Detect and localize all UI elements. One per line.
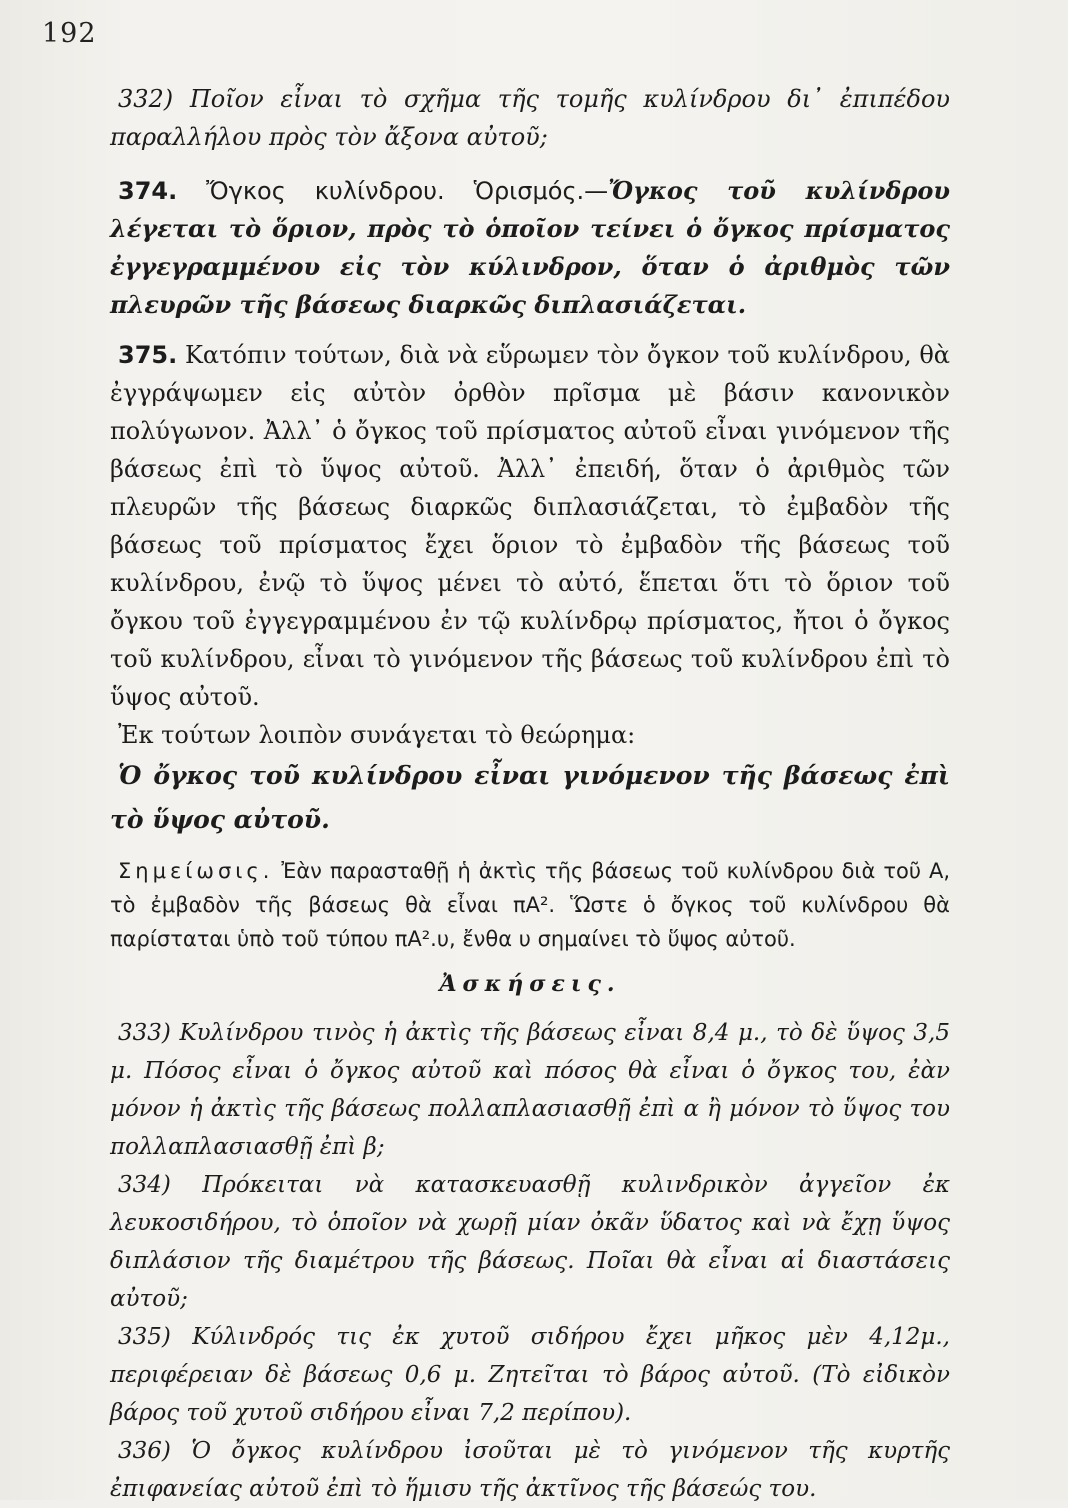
page-content [110,80,950,1508]
note-label: Σημείωσις. [118,859,274,883]
exercise-332: 332) Ποῖον εἶναι τὸ σχῆμα τῆς τομῆς κυλίνδρου δι᾽ ἐπιπέδου παραλλήλου πρὸς τὸν ἄξονα αὐτοῦ; [110,85,950,151]
note-paragraph [110,854,950,956]
section-374-number: 374. [118,177,178,205]
page-number: 192 [42,18,97,49]
theorem-statement: Ὁ ὄγκος τοῦ κυλίνδρου εἶναι γινόμενον τῆς βάσεως ἐπὶ τὸ ὕψος αὐτοῦ. [110,761,950,834]
exercise-334: 334) Πρόκειται νὰ κατασκευασθῇ κυλινδρικὸν ἀγγεῖον ἐκ λευκοσιδήρου, τὸ ὁποῖον νὰ χωρῇ μίαν ὀκᾶν ὕδατος καὶ νὰ ἔχῃ ὕψος διπλάσιον τῆς διαμέτρου τῆς βάσεως. Ποῖαι θὰ εἶναι αἱ διαστάσεις αὐτοῦ; [110,1172,950,1312]
section-374-definition: Ὄγκος τοῦ κυλίνδρου λέγεται τὸ ὅριον, πρὸς τὸ ὁποῖον τείνει ὁ ὄγκος πρίσματος ἐγγεγραμμένου εἰς τὸν κύλινδρον, ὅταν ὁ ἀριθμὸς τῶν πλευρῶν τῆς βάσεως διαρκῶς διπλασιάζεται. [110,176,950,319]
exercises-heading: Ἀσκήσεις. [439,971,621,997]
theorem-intro: Ἐκ τούτων λοιπὸν συνάγεται τὸ θεώρημα: [118,721,636,749]
note-text: Ἐὰν παρασταθῇ ἡ ἀκτὶς τῆς βάσεως τοῦ κυλίνδρου διὰ τοῦ Α, τὸ ἐμβαδὸν τῆς βάσεως θὰ εἶναι πΑ². Ὥστε ὁ ὄγκος τοῦ κυλίνδρου θὰ παρίσταται ὑπὸ τοῦ τύπου πΑ².υ, ἔνθα υ σημαίνει τὸ ὕψος αὐτοῦ. [110,859,951,951]
section-375-text: Κατόπιν τούτων, διὰ νὰ εὕρωμεν τὸν ὄγκον τοῦ κυλίνδρου, θὰ ἐγγράψωμεν εἰς αὐτὸν ὀρθὸν πρῖσμα μὲ βάσιν κανονικὸν πολύγωνον. Ἀλλ᾽ ὁ ὄγκος τοῦ πρίσματος αὐτοῦ εἶναι γινόμενον τῆς βάσεως ἐπὶ τὸ ὕψος αὐτοῦ. Ἀλλ᾽ ἐπειδή, ὅταν ὁ ἀριθμὸς τῶν πλευρῶν τῆς βάσεως διαρκῶς διπλασιάζεται, τὸ ἐμβαδὸν τῆς βάσεως τοῦ πρίσματος ἔχει ὅριον τὸ ἐμβαδὸν τῆς βάσεως τοῦ κυλίνδρου, ἐνῷ τὸ ὕψος μένει τὸ αὐτό, ἕπεται ὅτι τὸ ὅριον τοῦ ὄγκου τοῦ ἐγγεγραμμένου ἐν τῷ κυλίνδρῳ πρίσματος, ἤτοι ὁ ὄγκος τοῦ κυλίνδρου, εἶναι τὸ γινόμενον τῆς βάσεως τοῦ κυλίνδρου ἐπὶ τὸ ὕψος αὐτοῦ. [110,341,950,711]
exercise-335: 335) Κύλινδρός τις ἐκ χυτοῦ σιδήρου ἔχει μῆκος μὲν 4,12μ., περιφέρειαν δὲ βάσεως 0,6 μ. Ζητεῖται τὸ βάρος αὐτοῦ. (Τὸ εἰδικὸν βάρος τοῦ χυτοῦ σιδήρου εἶναι 7,2 περίπου). [110,1324,950,1426]
section-374-title: Ὄγκος κυλίνδρου. Ὁρισμός.— [206,177,609,205]
exercise-336: 336) Ὁ ὄγκος κυλίνδρου ἰσοῦται μὲ τὸ γινόμενον τῆς κυρτῆς ἐπιφανείας αὐτοῦ ἐπὶ τὸ ἥμισυ τῆς ἀκτῖνος τῆς βάσεώς του. [110,1438,950,1502]
section-375 [110,336,950,716]
section-375-number: 375. [118,341,178,369]
exercise-333: 333) Κυλίνδρου τινὸς ἡ ἀκτὶς τῆς βάσεως εἶναι 8,4 μ., τὸ δὲ ὕψος 3,5 μ. Πόσος εἶναι ὁ ὄγκος αὐτοῦ καὶ πόσος θὰ εἶναι ὁ ὄγκος του, ἐὰν μόνον ἡ ἀκτὶς τῆς βάσεως πολλαπλασιασθῇ ἐπὶ α ἢ μόνον τὸ ὕψος του πολλαπλασιασθῇ ἐπὶ β; [110,1020,950,1160]
section-374 [110,172,950,324]
